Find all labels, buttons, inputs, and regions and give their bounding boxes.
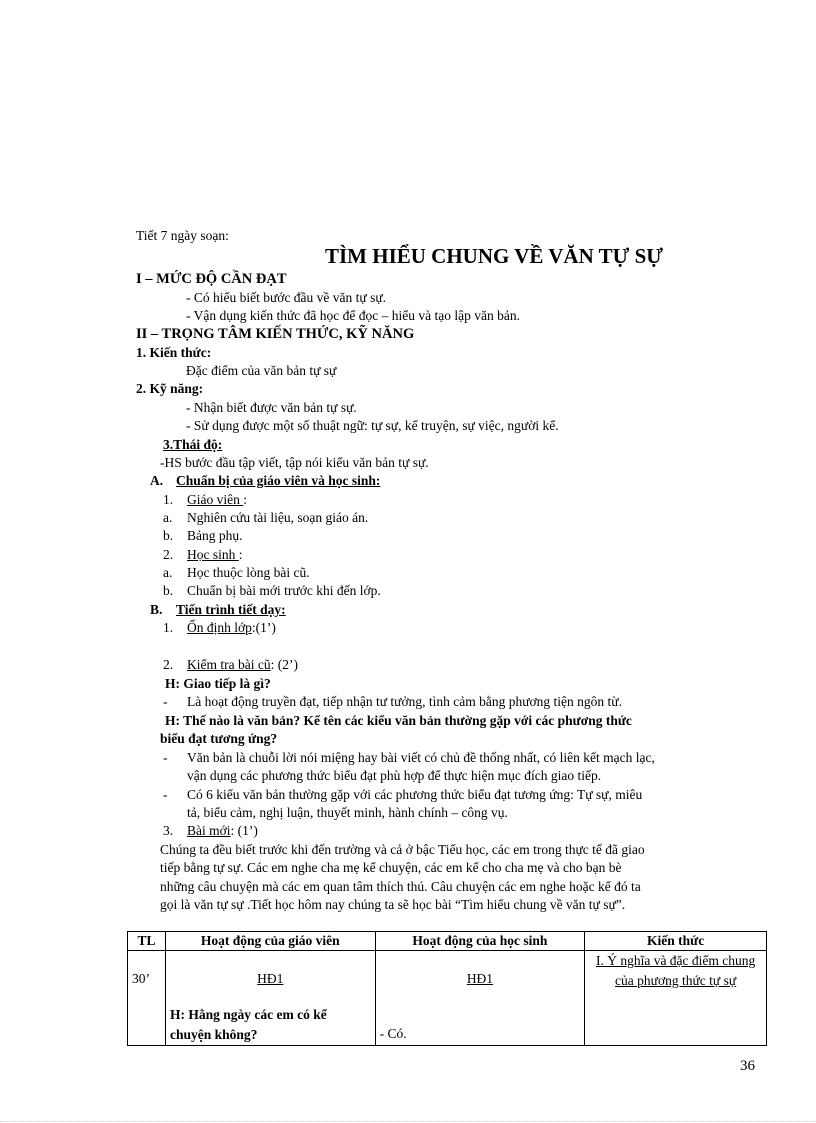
- question-2-line2: biểu đạt tương ứng?: [160, 731, 278, 746]
- attitude-item: -HS bước đầu tập viết, tập nói kiểu văn bản tự sự.: [160, 455, 429, 470]
- section1-item: - Vận dụng kiến thức đã học để đọc – hiểu và tạo lập văn bản.: [186, 308, 520, 323]
- knowledge-item: Đặc điểm của văn bản tự sự: [186, 363, 337, 378]
- part-a-marker: A.: [150, 473, 164, 488]
- skills-heading: 2. Kỹ năng:: [136, 381, 204, 396]
- part-a-heading: [150, 472, 380, 490]
- col-header-teacher: Hoạt động của giáo viên: [165, 932, 375, 951]
- student-answer: - Có.: [379, 1026, 407, 1041]
- student-item: a. Học thuộc lòng bài cũ.: [163, 565, 310, 580]
- page-number: 36: [740, 1058, 755, 1074]
- cell-teacher: [165, 951, 375, 1046]
- knowledge-heading: 1. Kiến thức:: [136, 345, 212, 360]
- teacher-item: b. Bảng phụ.: [163, 528, 243, 543]
- col-header-time: TL: [128, 932, 166, 951]
- lesson-info: Tiết 7 ngày soạn:: [136, 228, 229, 243]
- question-1: H: Giao tiếp là gì?: [165, 676, 271, 691]
- answer-3-line2: tả, biểu cảm, nghị luận, thuyết minh, hành chính – công vụ.: [187, 805, 508, 820]
- table-header-row: [128, 932, 767, 951]
- teacher-question: H: Hằng ngày các em có kể chuyện không?: [169, 1007, 327, 1042]
- teacher-hd-label: HĐ1: [257, 971, 284, 986]
- answer-2-line2: vận dụng các phương thức biểu đạt phù hợp để thực hiện mục đích giao tiếp.: [187, 768, 602, 783]
- answer-3-line1: - Có 6 kiểu văn bản thường gặp với các phương thức biểu đạt tương ứng: Tự sự, miêu: [163, 787, 643, 802]
- student-heading: 2. Học sinh :: [163, 547, 243, 562]
- part-a-title: Chuẩn bị của giáo viên và học sinh:: [176, 473, 381, 488]
- col-header-knowledge: Kiến thức: [585, 932, 767, 951]
- knowledge-text: I. Ý nghĩa và đặc điểm chung của phương thức tự sự: [595, 953, 756, 988]
- student-hd-label: HĐ1: [466, 971, 494, 986]
- skills-item: - Nhận biết được văn bản tự sự.: [186, 400, 357, 415]
- activity-table: [127, 931, 767, 1046]
- intro-line: những câu chuyện mà các em quan tâm thích thú. Câu chuyện các em nghe hoặc kể đó ta: [160, 879, 641, 894]
- step-2: 2. Kiểm tra bài cũ: (2’): [163, 657, 298, 672]
- page-title: TÌM HIỂU CHUNG VỀ VĂN TỰ SỰ: [325, 244, 663, 268]
- intro-line: Chúng ta đều biết trước khi đến trường và cả ở bậc Tiểu học, các em trong thực tế đã giao: [160, 842, 645, 857]
- col-header-student: Hoạt động của học sinh: [375, 932, 585, 951]
- student-item: b. Chuẩn bị bài mới trước khi đến lớp.: [163, 583, 381, 598]
- page-bottom-divider: [0, 1121, 816, 1122]
- teacher-heading: 1. Giáo viên :: [163, 492, 248, 507]
- step-1: 1. Ổn định lớp:(1’): [163, 620, 276, 635]
- cell-time: 30’: [128, 951, 166, 1046]
- cell-knowledge: [585, 951, 767, 1046]
- cell-student: [375, 951, 585, 1046]
- intro-line: tiếp bằng tự sự. Các em nghe cha mẹ kể chuyện, các em kể cho cha mẹ và cho bạn bè: [160, 860, 622, 875]
- section1-heading: I – MỨC ĐỘ CẦN ĐẠT: [136, 271, 287, 287]
- teacher-item: a. Nghiên cứu tài liệu, soạn giáo án.: [163, 510, 369, 525]
- part-b-heading: B. Tiến trình tiết dạy:: [150, 602, 286, 617]
- answer-1: - Là hoạt động truyền đạt, tiếp nhận tư tưởng, tình cảm bằng phương tiện ngôn từ.: [163, 694, 622, 709]
- skills-item: - Sử dụng được một số thuật ngữ: tự sự, kể truyện, sự việc, người kể.: [186, 418, 559, 433]
- section2-heading: II – TRỌNG TÂM KIẾN THỨC, KỸ NĂNG: [136, 326, 415, 342]
- section1-item: - Có hiểu biết bước đầu về văn tự sự.: [186, 290, 387, 305]
- intro-line: gọi là văn tự sự .Tiết học hôm nay chúng ta sẽ học bài “Tìm hiểu chung về văn tự sự”.: [160, 897, 626, 912]
- step-3: 3. Bài mới: (1’): [163, 823, 258, 838]
- table-row: [128, 951, 767, 1046]
- attitude-heading: 3.Thái độ:: [163, 437, 223, 452]
- answer-2-line1: - Văn bản là chuỗi lời nói miệng hay bài viết có chủ đề thống nhất, có liên kết mạch lạc,: [163, 750, 655, 765]
- question-2-line1: H: Thế nào là văn bản? Kể tên các kiểu văn bản thường gặp với các phương thức: [165, 713, 632, 728]
